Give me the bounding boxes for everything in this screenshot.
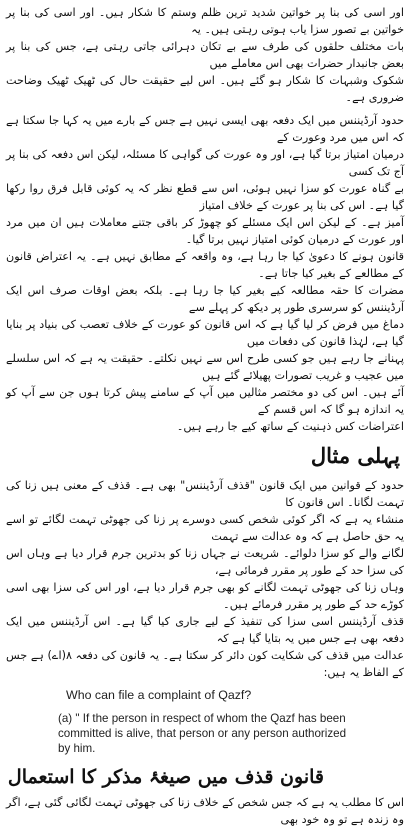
paragraph-hudood	[6, 112, 404, 435]
text-line: حدود کے قوانین میں ایک قانون "قذف آرڈیننس" بھی ہے۔ قذف کے معنی ہیں زنا کی تہمت لگانا۔ اس قانون کا	[6, 479, 404, 509]
text-line: آمیز ہے۔ کے لیکن اس ایک مسئلے کو چھوڑ کر باقی جتنے معاملات ہیں ان میں مرد اور عورت کے درمیان کوئی امتیاز نہیں برتا گیا۔	[6, 216, 404, 246]
quoted-law-question: Who can file a complaint of Qazf?	[66, 688, 252, 702]
text-line: پہنانے جا رہے ہیں جو کسی طرح اس سے نہیں نکلتے۔ حقیقت یہ ہے کہ اس سلسلے میں عجیب و غریب تصورات پھیلائے گئے ہیں	[6, 352, 404, 382]
text-line: لگانے والے کو سزا دلوائے۔ شریعت نے جہاں زنا کو بدترین جرم قرار دیا ہے وہاں اس کی سزا حد کے طور پر مقرر فرمائی ہے،	[6, 547, 404, 577]
paragraph-conclusion	[6, 794, 404, 828]
text-line: قذف آرڈیننس اسی سزا کی تنفیذ کے لیے جاری کیا گیا ہے۔ اس آرڈیننس میں ایک دفعہ بھی ہے جس میں یہ بتایا گیا ہے کہ	[6, 615, 404, 645]
text-line: اعتراضات کس ذہنیت کے ساتھ کیے جا رہے ہیں۔	[176, 420, 404, 433]
text-line: وہاں زنا کی جھوٹی تہمت لگانے کو بھی جرم قرار دیا ہے، اور اس کی سزا بھی اسی کوڑے حد کے طور پر مقرر فرمائے ہیں۔	[6, 581, 404, 611]
quoted-law-clause: (a) " If the person in respect of whom the Qazf has been committed is alive, that person or any person authorized by him.	[58, 712, 347, 755]
text-line: اور اسی کی بنا پر خواتین شدید ترین ظلم وستم کا شکار ہیں۔ اور اسی کی بنا پر خواتین بے تصور سزا یاب ہوتی رہتی ہیں۔ یہ	[6, 6, 404, 36]
text-line: قانون ہونے کا دعویٰ کیا جا رہا ہے، وہ واقعہ کے مطابق نہیں ہے۔ یہ اعتراض قانون کے مطالعے کے بغیر کیا جاتا ہے۔	[6, 250, 404, 280]
text-line: بات مختلف حلقوں کی طرف سے بے تکان دہرائی جاتی رہتی ہے، جس کی بنا پر بعض جانبدار حضرات بھی اس معاملے میں	[6, 40, 404, 70]
text-line: اس کا مطلب یہ ہے کہ جس شخص کے خلاف زنا کی جھوٹی تہمت لگائی گئی ہے، اگر وہ زندہ ہے تو وہ خود بھی	[6, 796, 404, 826]
section-heading-masculine-form: قانون قذف میں صیغۂ مذکر کا استعمال	[7, 766, 324, 788]
text-line: شکوک وشبہات کا شکار ہو گئے ہیں۔ اس لیے حقیقت حال کی ٹھیک ٹھیک وضاحت ضروری ہے۔	[6, 74, 404, 104]
section-heading-first-example: پہلی مثال	[310, 443, 400, 468]
text-line: مضرات کا حقہ مطالعہ کیے بغیر کیا جا رہا ہے۔ بلکہ بعض اوقات صرف اس ایک آرڈیننس کو سرسری طور پر دیکھ کر پہلے سے	[6, 284, 404, 314]
text-line: دماغ میں فرض کر لیا گیا ہے کہ اس قانون کو عورت کے خلاف تعصب کی بنیاد پر بنایا گیا ہے، لہٰذا قانون کی دفعات میں	[6, 318, 404, 348]
paragraph-intro	[6, 4, 404, 106]
text-line: منشاء یہ ہے کہ اگر کوئی شخص کسی دوسرے پر زنا کی جھوٹی تہمت لگائے تو اسے یہ حق حاصل ہے کہ وہ عدالت سے تہمت	[6, 513, 404, 543]
text-line: آئے ہیں۔ اس کی دو مختصر مثالیں میں آپ کے سامنے پیش کرتا ہوں جن سے آپ کو یہ اندازہ ہو گا کہ اس قسم کے	[6, 386, 404, 416]
text-line: عدالت میں قذف کی شکایت کون دائر کر سکتا ہے۔ یہ قانون کی دفعہ ۸(اے) ہے جس کے الفاظ یہ ہیں:	[6, 649, 404, 679]
text-line: حدود آرڈیننس میں ایک دفعہ بھی ایسی نہیں ہے جس کے بارے میں یہ کہا جا سکتا ہے کہ اس میں مرد وعورت کے	[6, 114, 404, 144]
text-line: درمیان امتیاز برتا گیا ہے، اور وہ عورت کی گواہی کا مسئلہ، لیکن اس دفعہ کی بنا پر آج تک کسی	[6, 148, 404, 178]
paragraph-qazf	[6, 477, 404, 681]
text-line: بے گناہ عورت کو سزا نہیں ہوئی، اس سے قطع نظر کہ یہ کوئی قابل فرق روا رکھا گیا ہے۔ اس کی بنا پر عورت کے خلاف امتیاز	[6, 182, 404, 212]
